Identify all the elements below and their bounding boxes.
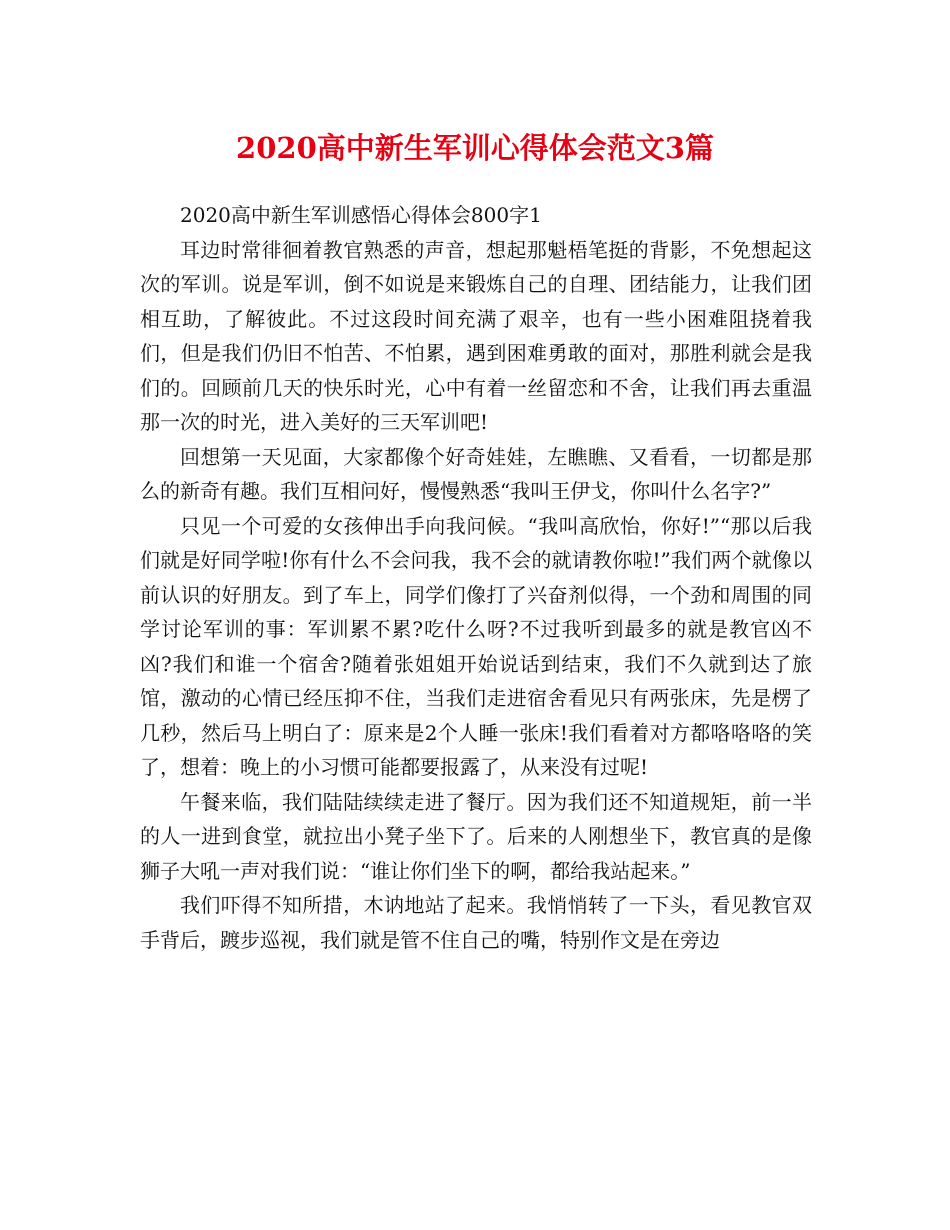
paragraph: 回想第一天见面，大家都像个好奇娃娃，左瞧瞧、又看看，一切都是那么的新奇有趣。我们互相问好，慢慢熟悉“我叫王伊戈，你叫什么名字?” bbox=[140, 444, 812, 503]
paragraph: 只见一个可爱的女孩伸出手向我问候。“我叫高欣怡，你好!”“那以后我们就是好同学啦!你有什么不会问我，我不会的就请教你啦!”我们两个就像以前认识的好朋友。到了车上，同学们像打了兴奋剂似得，一个劲和周围的同学讨论军训的事：军训累不累?吃什么呀?不过我听到最多的就是教官凶不凶?我们和谁一个宿舍?随着张姐姐开始说话到结束，我们不久就到达了旅馆，激动的心情已经压抑不住，当我们走进宿舍看见只有两张床，先是楞了几秒，然后马上明白了：原来是2个人睡一张床!我们看着对方都咯咯咯的笑了，想着：晚上的小习惯可能都要报露了，从来没有过呢! bbox=[140, 513, 812, 779]
document-title: 2020高中新生军训心得体会范文3篇 bbox=[236, 131, 714, 165]
paragraph: 我们吓得不知所措，木讷地站了起来。我悄悄转了一下头，看见教官双手背后，踱步巡视，我们就是管不住自己的嘴，特别作文是在旁边 bbox=[140, 893, 812, 952]
paragraph: 午餐来临，我们陆陆续续走进了餐厅。因为我们还不知道规矩，前一半的人一进到食堂，就拉出小凳子坐下了。后来的人刚想坐下，教官真的是像狮子大吼一声对我们说：“谁让你们坐下的啊，都给我站起来。” bbox=[140, 789, 812, 883]
section-heading: 2020高中新生军训感悟心得体会800字1 bbox=[180, 203, 542, 227]
document-body bbox=[140, 198, 812, 957]
paragraph: 耳边时常徘徊着教官熟悉的声音，想起那魁梧笔挺的背影，不免想起这次的军训。说是军训，倒不如说是来锻炼自己的自理、团结能力，让我们团相互助，了解彼此。不过这段时间充满了艰辛，也有一些小困难阻挠着我们，但是我们仍旧不怕苦、不怕累，遇到困难勇敢的面对，那胜利就会是我们的。回顾前几天的快乐时光，心中有着一丝留恋和不舍，让我们再去重温那一次的时光，进入美好的三天军训吧! bbox=[140, 237, 812, 434]
